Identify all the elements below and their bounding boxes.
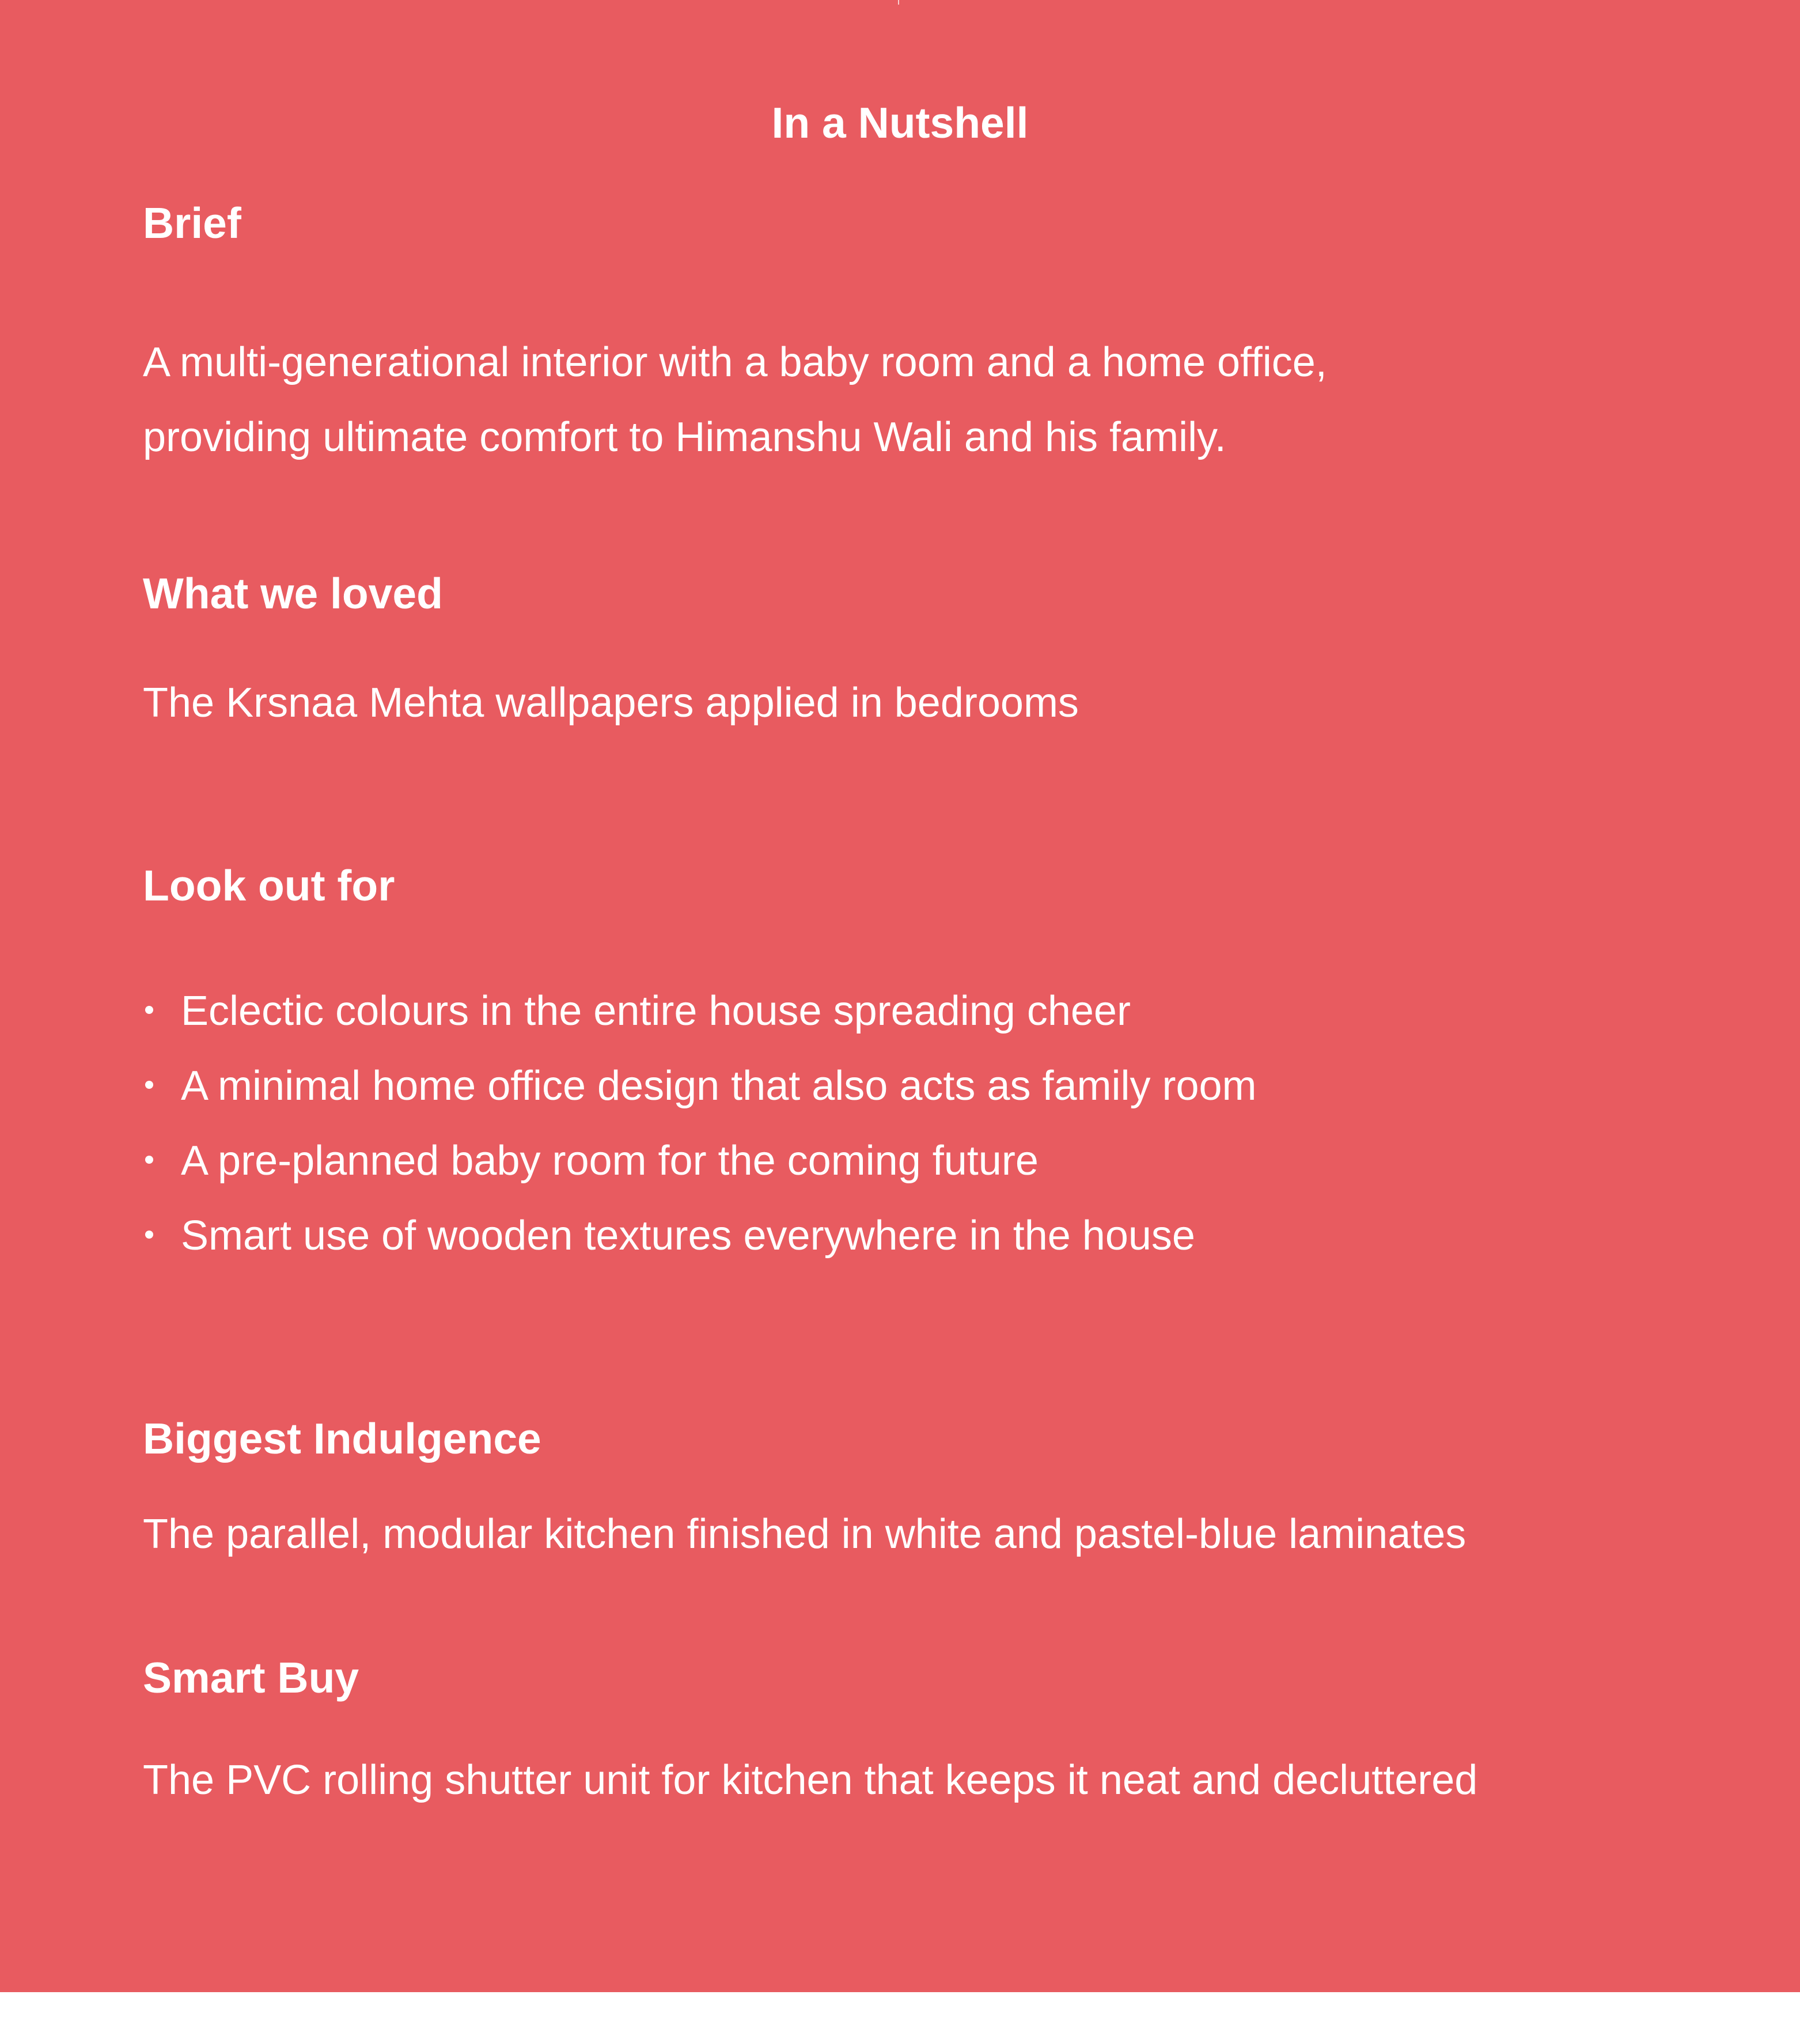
bullet-icon [145, 1156, 153, 1164]
indulgence-heading: Biggest Indulgence [143, 1414, 541, 1463]
lookout-item-text: Eclectic colours in the entire house spreading cheer [181, 988, 1131, 1034]
brief-heading: Brief [143, 199, 241, 247]
brief-line-2: providing ultimate comfort to Himanshu Wali and his family. [143, 414, 1226, 460]
lookout-item [143, 1123, 1257, 1198]
loved-text: The Krsnaa Mehta wallpapers applied in bedrooms [143, 680, 1079, 726]
bullet-icon [145, 1081, 153, 1089]
bullet-icon [145, 1231, 153, 1239]
lookout-heading: Look out for [143, 861, 395, 910]
lookout-list [143, 974, 1257, 1273]
brief-line-1: A multi-generational interior with a baby room and a home office, [143, 339, 1327, 385]
lookout-item [143, 974, 1257, 1049]
lookout-item [143, 1198, 1257, 1273]
smartbuy-heading: Smart Buy [143, 1653, 359, 1702]
smartbuy-text: The PVC rolling shutter unit for kitchen that keeps it neat and decluttered [143, 1757, 1478, 1803]
loved-heading: What we loved [143, 569, 443, 618]
lookout-item-text: A pre-planned baby room for the coming future [181, 1138, 1039, 1184]
bullet-icon [145, 1006, 153, 1014]
top-divider-mark [898, 0, 899, 5]
lookout-item [143, 1049, 1257, 1123]
panel-title: In a Nutshell [771, 99, 1029, 147]
lookout-item-text: Smart use of wooden textures everywhere in the house [181, 1213, 1195, 1259]
indulgence-text: The parallel, modular kitchen finished in white and pastel-blue laminates [143, 1511, 1466, 1557]
lookout-item-text: A minimal home office design that also acts as family room [181, 1063, 1257, 1109]
